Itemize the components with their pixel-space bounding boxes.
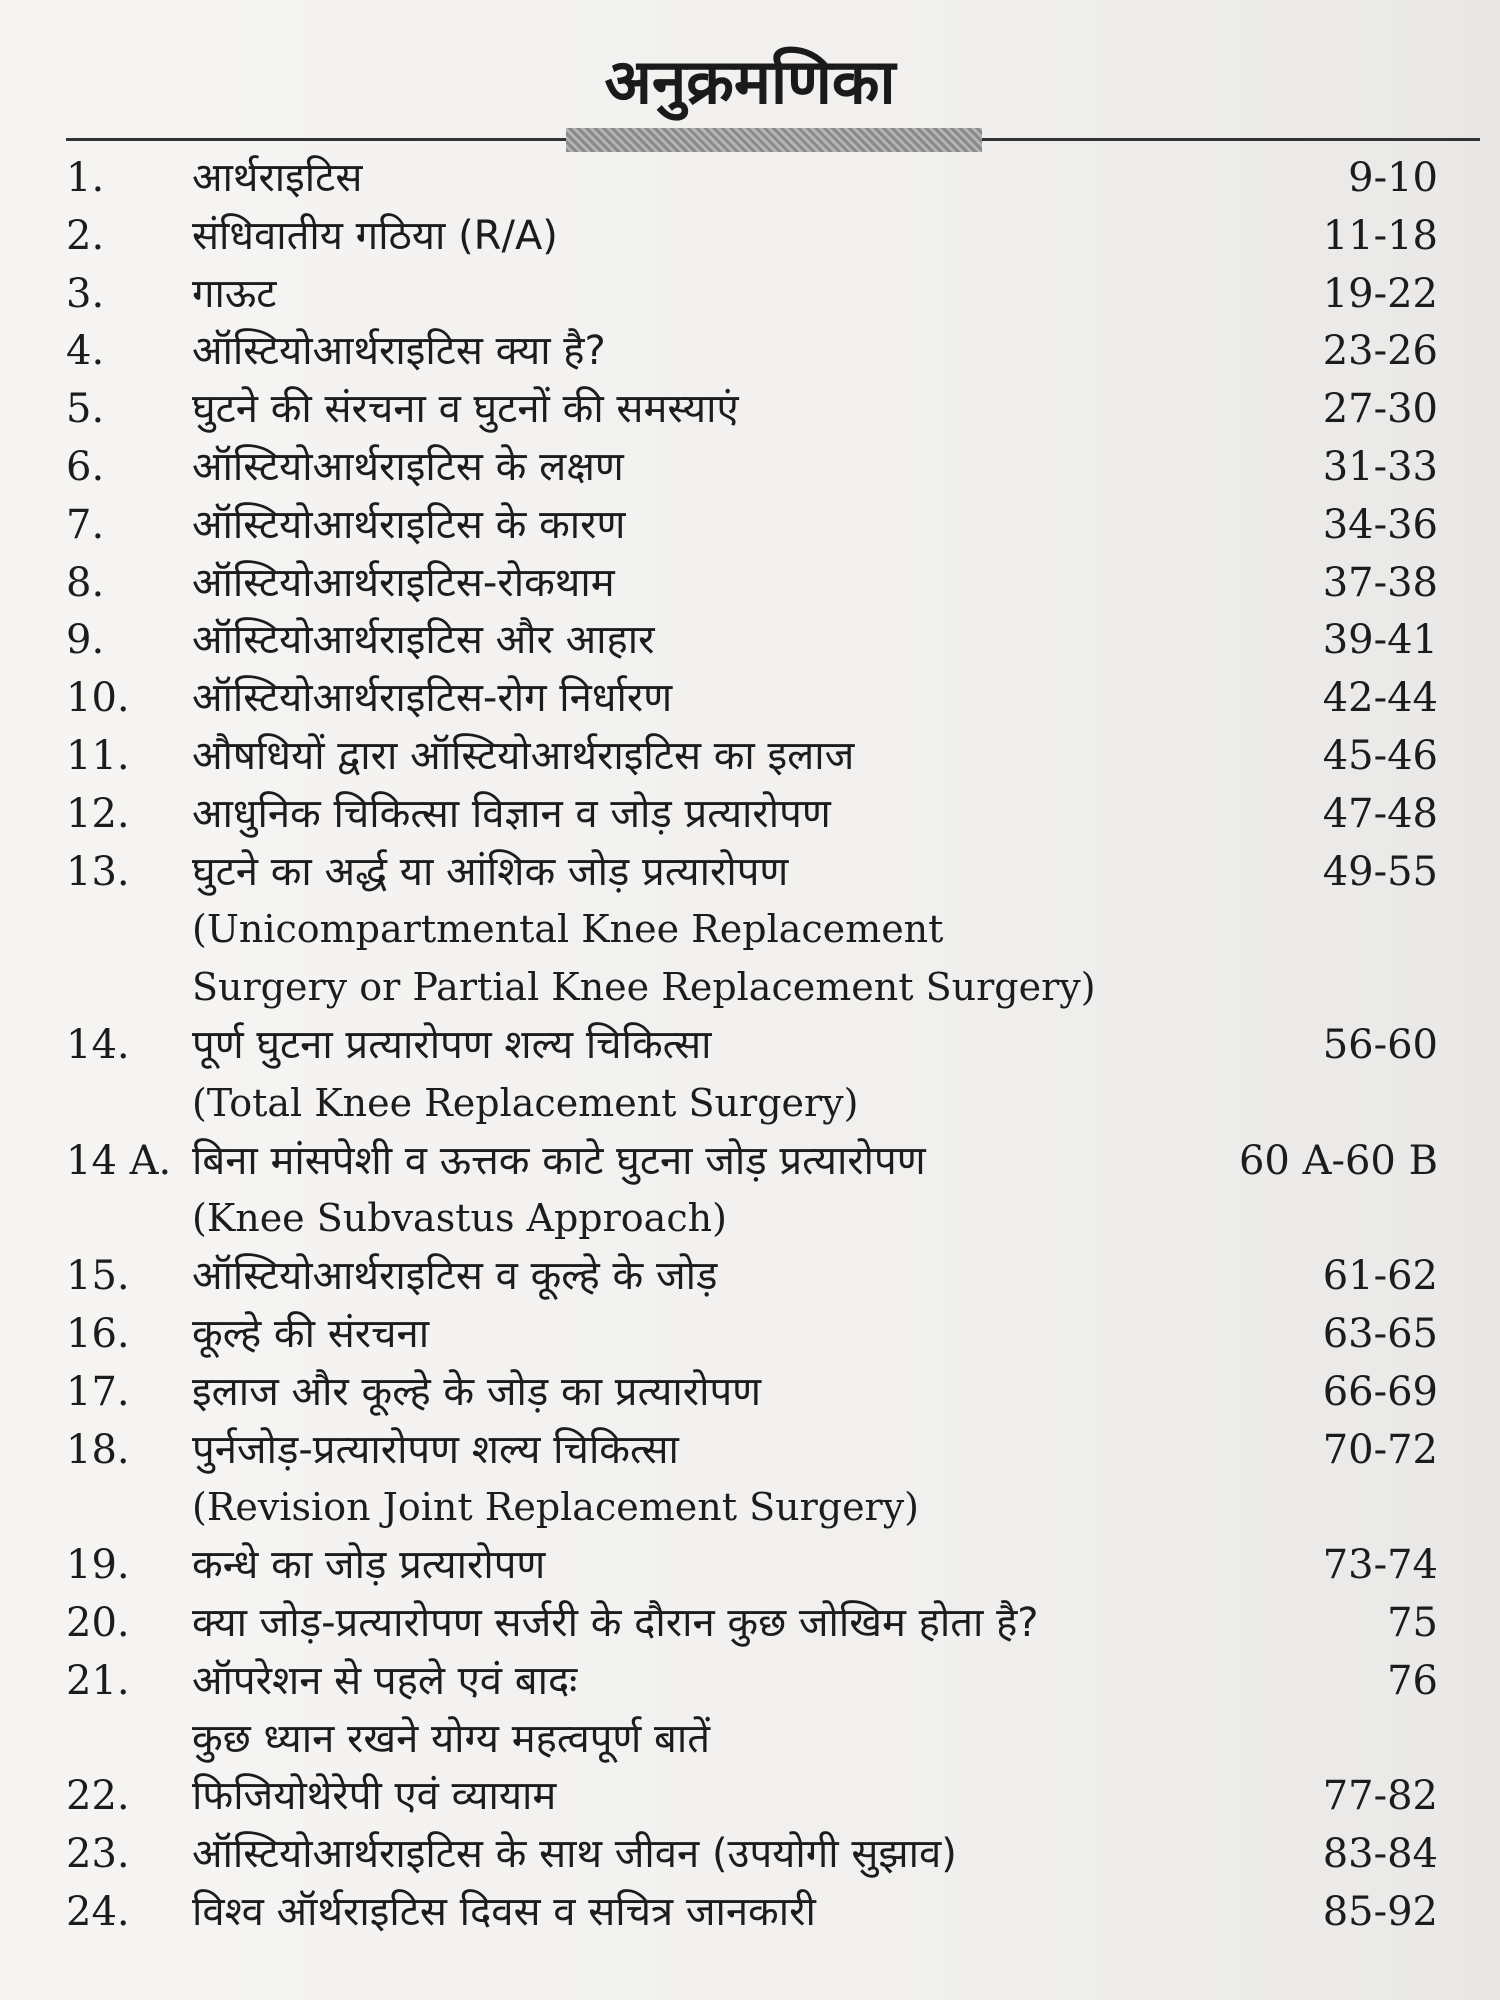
toc-entry (0, 1017, 1500, 1073)
entry-title: आधुनिक चिकित्सा विज्ञान व जोड़ प्रत्यारोपण (192, 790, 831, 837)
entry-number: 10. (66, 675, 130, 722)
entry-title: कूल्हे की संरचना (192, 1311, 430, 1357)
entry-pages: 60 A-60 B (1238, 1137, 1438, 1184)
toc-entry (0, 266, 1500, 322)
entry-title: विश्व ऑर्थराइटिस दिवस व सचित्र जानकारी (192, 1889, 816, 1935)
entry-title: क्या जोड़-प्रत्यारोपण सर्जरी के दौरान कुछ जोखिम होता है? (192, 1600, 1039, 1646)
toc-entry (0, 1364, 1500, 1420)
entry-title: घुटने की संरचना व घुटनों की समस्याएं (192, 386, 739, 433)
entry-title: ऑस्टियोआर्थराइटिस क्या है? (192, 328, 606, 375)
toc-entry (0, 208, 1500, 264)
entry-title: गाऊट (192, 270, 277, 317)
entry-subtitle-text: कुछ ध्यान रखने योग्य महत्वपूर्ण बातें (192, 1715, 711, 1762)
toc-entry (0, 1306, 1500, 1362)
toc-entry (0, 1422, 1500, 1478)
entry-pages: 19-22 (1322, 270, 1438, 317)
entry-number: 3. (66, 270, 105, 317)
entry-number: 24. (66, 1889, 130, 1935)
entry-number: 5. (66, 386, 105, 433)
toc-entry (0, 1133, 1500, 1189)
entry-title: कन्धे का जोड़ प्रत्यारोपण (192, 1542, 546, 1589)
entry-title: ऑस्टियोआर्थराइटिस के लक्षण (192, 444, 624, 490)
entry-title: ऑस्टियोआर्थराइटिस-रोकथाम (192, 559, 615, 606)
entry-number: 19. (66, 1542, 130, 1589)
entry-title: औषधियों द्वारा ऑस्टियोआर्थराइटिस का इलाज (192, 733, 855, 779)
toc-entry-subtitle (0, 959, 1500, 1015)
entry-pages: 31-33 (1322, 444, 1438, 490)
entry-subtitle-text: (Total Knee Replacement Surgery) (192, 1080, 859, 1125)
entry-number: 4. (66, 328, 105, 375)
entry-pages: 27-30 (1322, 386, 1438, 433)
entry-pages: 45-46 (1322, 733, 1438, 779)
entry-pages: 42-44 (1322, 675, 1438, 722)
entry-number: 14 A. (66, 1137, 172, 1184)
entry-number: 15. (66, 1253, 130, 1300)
entry-pages: 34-36 (1322, 501, 1438, 548)
entry-pages: 47-48 (1322, 790, 1438, 837)
entry-number: 12. (66, 790, 130, 837)
toc-entry (0, 1653, 1500, 1709)
entry-number: 8. (66, 559, 105, 606)
entry-pages: 66-69 (1322, 1368, 1438, 1415)
entry-pages: 63-65 (1322, 1311, 1438, 1357)
toc-entry-subtitle (0, 1711, 1500, 1767)
entry-number: 16. (66, 1311, 130, 1357)
entry-pages: 61-62 (1322, 1253, 1438, 1300)
toc-entry (0, 1768, 1500, 1824)
entry-number: 20. (66, 1600, 130, 1646)
entry-title: फिजियोथेरेपी एवं व्यायाम (192, 1773, 557, 1820)
entry-number: 23. (66, 1831, 130, 1878)
entry-title: ऑपरेशन से पहले एवं बादः (192, 1657, 578, 1704)
entry-pages: 56-60 (1322, 1022, 1438, 1068)
entry-title: पुर्नजोड़-प्रत्यारोपण शल्य चिकित्सा (192, 1426, 679, 1473)
entry-pages: 9-10 (1348, 155, 1438, 201)
entry-subtitle-text: (Unicompartmental Knee Replacement (192, 907, 944, 952)
toc-entry (0, 728, 1500, 784)
entry-subtitle-text: (Knee Subvastus Approach) (192, 1196, 727, 1241)
entry-pages: 73-74 (1322, 1542, 1438, 1589)
entry-pages: 23-26 (1322, 328, 1438, 375)
toc-entry (0, 381, 1500, 437)
toc-entry (0, 1595, 1500, 1651)
entry-number: 11. (66, 733, 130, 779)
toc-entry (0, 1248, 1500, 1304)
entry-pages: 39-41 (1322, 617, 1438, 664)
entry-number: 9. (66, 617, 105, 664)
entry-title: ऑस्टियोआर्थराइटिस व कूल्हे के जोड़ (192, 1253, 718, 1300)
entry-subtitle-text: (Revision Joint Replacement Surgery) (192, 1485, 920, 1530)
entry-title: ऑस्टियोआर्थराइटिस के कारण (192, 501, 626, 548)
entry-number: 22. (66, 1773, 130, 1820)
entry-pages: 37-38 (1322, 559, 1438, 606)
toc-entry (0, 670, 1500, 726)
toc-entry (0, 1826, 1500, 1882)
entry-pages: 85-92 (1322, 1889, 1438, 1935)
entry-title: बिना मांसपेशी व ऊत्तक काटे घुटना जोड़ प्रत्यारोपण (192, 1137, 926, 1184)
entry-number: 2. (66, 212, 105, 259)
entry-number: 13. (66, 848, 130, 895)
toc-entry (0, 555, 1500, 611)
entry-subtitle-text: Surgery or Partial Knee Replacement Surgery) (192, 965, 1096, 1010)
entry-pages: 75 (1387, 1600, 1438, 1646)
entry-title: आर्थराइटिस (192, 155, 363, 201)
entry-title: ऑस्टियोआर्थराइटिस के साथ जीवन (उपयोगी सुझाव) (192, 1831, 957, 1878)
entry-pages: 11-18 (1322, 212, 1438, 259)
entry-number: 17. (66, 1368, 130, 1415)
entry-title: ऑस्टियोआर्थराइटिस-रोग निर्धारण (192, 675, 673, 722)
entry-title: घुटने का अर्द्ध या आंशिक जोड़ प्रत्यारोपण (192, 848, 789, 895)
entry-number: 14. (66, 1022, 130, 1068)
entry-pages: 77-82 (1322, 1773, 1438, 1820)
entry-number: 21. (66, 1657, 130, 1704)
entry-title: इलाज और कूल्हे के जोड़ का प्रत्यारोपण (192, 1368, 762, 1415)
entry-number: 1. (66, 155, 105, 201)
toc-entry (0, 1884, 1500, 1940)
toc-entry-subtitle (0, 1075, 1500, 1131)
entry-number: 18. (66, 1426, 130, 1473)
toc-entry (0, 1537, 1500, 1593)
toc-entry (0, 786, 1500, 842)
entry-pages: 49-55 (1322, 848, 1438, 895)
entry-title: संधिवातीय गठिया (R/A) (192, 212, 558, 259)
toc-entry-subtitle (0, 1479, 1500, 1535)
toc-entry (0, 844, 1500, 900)
page-title: अनुक्रमणिका (604, 45, 896, 118)
toc-entry (0, 439, 1500, 495)
entry-title: ऑस्टियोआर्थराइटिस और आहार (192, 617, 655, 664)
toc-entry-subtitle (0, 1190, 1500, 1246)
toc-entry (0, 497, 1500, 553)
entry-pages: 70-72 (1322, 1426, 1438, 1473)
toc-entry (0, 612, 1500, 668)
toc-entry (0, 150, 1500, 206)
entry-number: 7. (66, 501, 105, 548)
entry-title: पूर्ण घुटना प्रत्यारोपण शल्य चिकित्सा (192, 1022, 712, 1068)
entry-pages: 83-84 (1322, 1831, 1438, 1878)
entry-number: 6. (66, 444, 105, 490)
toc-entry (0, 323, 1500, 379)
entry-pages: 76 (1387, 1657, 1438, 1704)
toc-entry-subtitle (0, 901, 1500, 957)
